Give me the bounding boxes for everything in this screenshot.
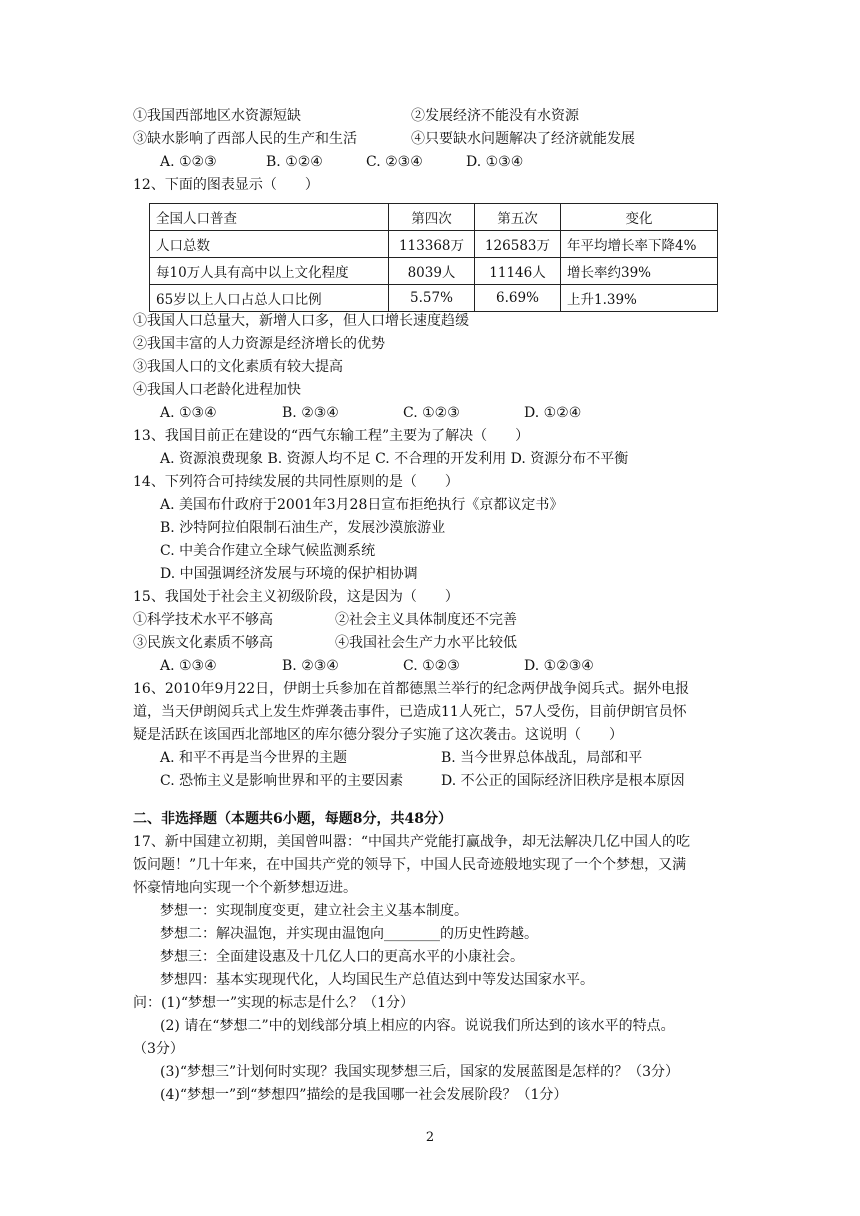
q16-choice-b: B. 当今世界总体战乱，局部和平	[441, 750, 643, 766]
q14-choice-b: B. 沙特阿拉伯限制石油生产，发展沙漠旅游业	[160, 520, 446, 536]
q12-statement-2: ②我国丰富的人力资源是经济增长的优势	[133, 336, 385, 352]
q17-dream-1: 梦想一：实现制度变更，建立社会主义基本制度。	[160, 903, 468, 919]
table-cell: 8039人	[389, 258, 475, 285]
q15-option-2: ②社会主义具体制度还不完善	[335, 612, 517, 628]
q17-question-2: (2) 请在“梦想二”中的划线部分填上相应的内容。说说我们所达到的该水平的特点。	[160, 1018, 675, 1034]
q16-choice-a: A. 和平不再是当今世界的主题	[160, 750, 348, 766]
q15-choice-c: C. ①②③	[403, 658, 460, 674]
q13-stem: 13、我国目前正在建设的“西气东输工程”主要为了解决（ ）	[133, 428, 530, 444]
q17-dream-3: 梦想三：全面建设惠及十几亿人口的更高水平的小康社会。	[160, 949, 524, 965]
q12-choice-b: B. ②③④	[282, 405, 339, 421]
table-row	[150, 258, 718, 285]
table-cell: 126583万	[475, 231, 561, 258]
q12-choice-c: C. ①②③	[403, 405, 460, 421]
q15-option-1: ①科学技术水平不够高	[133, 612, 273, 628]
q17-line-1: 17、新中国建立初期，美国曾叫嚣：“中国共产党能打赢战争，却无法解决几亿中国人的吃	[133, 834, 690, 850]
q12-choice-d: D. ①②④	[524, 405, 582, 421]
table-header-cell: 变化	[561, 204, 718, 231]
table-row	[150, 285, 718, 312]
q15-choice-d: D. ①②③④	[524, 658, 594, 674]
q11-choice-d: D. ①③④	[466, 154, 524, 170]
q11-option-1: ①我国西部地区水资源短缺	[133, 108, 301, 124]
q16-line-3: 疑是活跃在该国西北部地区的库尔德分裂分子实施了这次袭击。这说明（ ）	[133, 727, 623, 743]
q17-line-2: 饭问题！”几十年来，在中国共产党的领导下，中国人民奇迹般地实现了一个个梦想，又满	[133, 857, 687, 873]
table-cell: 6.69%	[475, 285, 561, 312]
q13-choices: A. 资源浪费现象 B. 资源人均不足 C. 不合理的开发利用 D. 资源分布不平衡	[160, 451, 629, 467]
table-cell: 增长率约39%	[561, 258, 718, 285]
q12-statement-1: ①我国人口总量大，新增人口多，但人口增长速度趋缓	[133, 313, 469, 329]
q11-option-3: ③缺水影响了西部人民的生产和生活	[133, 131, 357, 147]
table-header-cell: 第五次	[475, 204, 561, 231]
q15-choice-a: A. ①③④	[160, 658, 217, 674]
table-cell: 人口总数	[150, 231, 389, 258]
q15-choice-b: B. ②③④	[282, 658, 339, 674]
table-cell: 11146人	[475, 258, 561, 285]
q12-statement-4: ④我国人口老龄化进程加快	[133, 382, 301, 398]
table-cell: 上升1.39%	[561, 285, 718, 312]
q14-stem: 14、下列符合可持续发展的共同性原则的是（ ）	[133, 474, 459, 490]
page-number: 2	[425, 1130, 435, 1145]
q15-option-4: ④我国社会生产力水平比较低	[335, 635, 517, 651]
table-cell: 每10万人具有高中以上文化程度	[150, 258, 389, 285]
q16-choice-c: C. 恐怖主义是影响世界和平的主要因素	[160, 773, 404, 789]
q15-option-3: ③民族文化素质不够高	[133, 635, 273, 651]
q16-choice-d: D. 不公正的国际经济旧秩序是根本原因	[441, 773, 685, 789]
q17-question-3: (3)“梦想三”计划何时实现？我国实现梦想三后，国家的发展蓝图是怎样的？（3分）	[160, 1064, 680, 1080]
q12-statement-3: ③我国人口的文化素质有较大提高	[133, 359, 343, 375]
q16-line-2: 道，当天伊朗阅兵式上发生炸弹袭击事件，已造成11人死亡，57人受伤，目前伊朗官员怀	[133, 704, 687, 720]
q12-choice-a: A. ①③④	[160, 405, 217, 421]
q11-option-2: ②发展经济不能没有水资源	[411, 108, 579, 124]
q16-line-1: 16、2010年9月22日，伊朗士兵参加在首都德黑兰举行的纪念两伊战争阅兵式。据外电报	[133, 681, 690, 697]
census-table	[149, 203, 718, 312]
q17-dream-4: 梦想四：基本实现现代化，人均国民生产总值达到中等发达国家水平。	[160, 972, 594, 988]
q11-choice-b: B. ①②④	[266, 154, 323, 170]
table-cell: 65岁以上人口占总人口比例	[150, 285, 389, 312]
q11-choice-a: A. ①②③	[160, 154, 217, 170]
q17-dream-2: 梦想二：解决温饱，并实现由温饱向________的历史性跨越。	[160, 926, 538, 942]
table-header-row	[150, 204, 718, 231]
q17-question-4: (4)“梦想一”到“梦想四”描绘的是我国哪一社会发展阶段？（1分）	[160, 1087, 568, 1103]
q14-choice-c: C. 中美合作建立全球气候监测系统	[160, 543, 376, 559]
q11-choice-c: C. ②③④	[366, 154, 423, 170]
q14-choice-a: A. 美国布什政府于2001年3月28日宣布拒绝执行《京都议定书》	[160, 497, 564, 513]
q14-choice-d: D. 中国强调经济发展与环境的保护相协调	[160, 566, 418, 582]
section-heading: 二、非选择题（本题共6小题，每题8分，共48分）	[133, 811, 452, 827]
table-cell: 5.57%	[389, 285, 475, 312]
table-header-cell: 全国人口普查	[150, 204, 389, 231]
q17-question-2-score: （3分）	[133, 1041, 184, 1057]
table-header-cell: 第四次	[389, 204, 475, 231]
table-cell: 年平均增长率下降4%	[561, 231, 718, 258]
q12-stem: 12、下面的图表显示（ ）	[133, 177, 319, 193]
q17-question-1: 问：(1)“梦想一”实现的标志是什么？（1分）	[133, 995, 415, 1011]
table-row	[150, 231, 718, 258]
q11-option-4: ④只要缺水问题解决了经济就能发展	[411, 131, 635, 147]
table-cell: 113368万	[389, 231, 475, 258]
q15-stem: 15、我国处于社会主义初级阶段，这是因为（ ）	[133, 589, 459, 605]
q17-line-3: 怀豪情地向实现一个个新梦想迈进。	[133, 880, 357, 896]
